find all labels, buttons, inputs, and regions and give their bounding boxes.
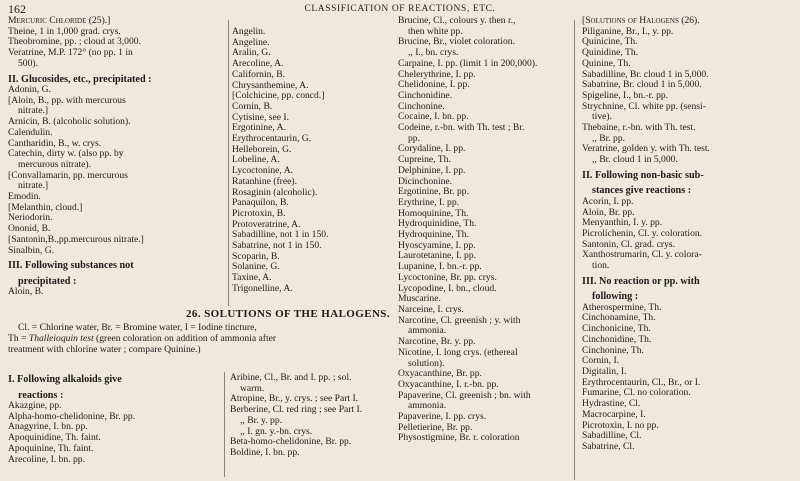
column-mercuric-chloride xyxy=(8,16,198,306)
entry-line: Neriodorin. xyxy=(8,212,53,224)
entry-line: Cinchonicine, Th. xyxy=(582,323,651,335)
column-halogen-reactions xyxy=(398,16,578,481)
entry-line: Ratanhine (free). xyxy=(232,175,297,187)
entry-line: Macrocarpine, I. xyxy=(582,408,646,420)
section-heading: III. No reaction or pp. with xyxy=(582,275,700,287)
entry-line: Aribine, Cl., Br. and I. pp. ; sol. xyxy=(230,373,352,383)
entry-line: Codeine, r.-bn. with Th. test ; Br. xyxy=(398,122,525,134)
entry-line: Strychnine, Cl. white pp. (sensi- xyxy=(582,100,706,112)
entry-line: Ergotinine, Br. pp. xyxy=(398,186,469,198)
entry-line: Aloin, B. xyxy=(8,286,44,298)
entry-line: Papaverine, Cl. greenish ; bn. with xyxy=(398,389,531,401)
entry-line: then white pp. xyxy=(408,25,463,37)
entry-line: Cinchonine, Th. xyxy=(582,344,644,356)
entry-line: Picrolichenin, Cl. y. coloration. xyxy=(582,227,703,239)
entry-line: Narcotine, Cl. greenish ; y. with xyxy=(398,314,521,326)
running-title: CLASSIFICATION OF REACTIONS, ETC. xyxy=(304,4,496,14)
entry-line: Pelletierine, Br. pp. xyxy=(398,421,473,433)
column-halogen-reactions-continued xyxy=(582,16,794,481)
entry-line: Aloin, Br. pp. xyxy=(582,206,635,218)
entry-line: Oxyacanthine, I. r.-bn. pp. xyxy=(398,378,499,390)
entry-line: Narcotine, Br. y. pp. xyxy=(398,336,476,348)
entry-line: Erythrocentaurin, G. xyxy=(232,133,312,145)
section-heading: stances give reactions : xyxy=(592,185,692,197)
entry-line: ammonia. xyxy=(408,400,447,412)
section-heading: II. Glucosides, etc., precipitated : xyxy=(8,73,152,85)
section-intro-line-2: Th = Thalleioquin test (green coloration on addition of ammonia after xyxy=(8,332,277,344)
entry-line: Veratrine, M.P. 172° (no pp. 1 in xyxy=(8,47,133,59)
entry-line: Spigeline, I., bn.-r. pp. xyxy=(582,89,669,101)
entry-line: Boldine, I. bn. pp. xyxy=(230,446,300,458)
section-intro-line-1: Cl. = Chlorine water, Br. = Bromine water, I = Iodine tincture, xyxy=(18,321,257,333)
section-heading: reactions : xyxy=(18,389,64,401)
page-header xyxy=(8,2,792,16)
column-divider xyxy=(224,372,225,477)
entry-line: Apoquinidine, Th. faint. xyxy=(8,432,101,444)
entry-line: Cinchonidine, Th. xyxy=(582,333,652,345)
entry-line: Physostigmine, Br. r. coloration xyxy=(398,432,520,444)
entry-line: Arnicin, B. (alcoholic solution). xyxy=(8,116,131,128)
entry-line: ,, Br. pp. xyxy=(592,132,626,144)
entry-line: Fumarine, Cl. no coloration. xyxy=(582,387,691,399)
section-heading: II. Following non-basic sub- xyxy=(582,169,704,181)
section-heading: following : xyxy=(592,291,639,303)
section-heading: III. Following substances not xyxy=(8,260,134,272)
entry-line: Catechin, dirty w. (also pp. by xyxy=(8,148,124,160)
entry-line: Thebaine, r.-bn. with Th. test. xyxy=(582,122,696,134)
entry-line: Californin, B. xyxy=(232,68,286,80)
section-intro-line-3: treatment with chlorine water ; compare Quinine.) xyxy=(8,343,201,355)
entry-line: Lycopodine, I. bn., cloud. xyxy=(398,282,497,294)
entry-line: Carpaine, I. pp. (limit 1 in 200,000). xyxy=(398,57,538,69)
entry-line: Dicinchonine. xyxy=(398,175,453,187)
entry-line: Laurotetanine, I. pp. xyxy=(398,250,477,262)
entry-line: Digitalin, I. xyxy=(582,365,627,377)
entry-line: Sabatrine, not 1 in 150. xyxy=(232,240,322,252)
entry-line: Papaverine, I. pp. crys. xyxy=(398,411,487,423)
entry-line: tive). xyxy=(592,111,612,123)
entry-line: Picrotoxin, I. no pp. xyxy=(582,419,659,431)
entry-line: Cornin, B. xyxy=(232,100,273,112)
entry-line: Theobromine, pp. ; cloud at 3,000. xyxy=(8,36,141,48)
entry-line: Sabadilline, Br. cloud 1 in 5,000. xyxy=(582,68,709,80)
entry-line: Chelidonine, I. pp. xyxy=(398,79,470,91)
entry-line: Xanthostrumarin, Cl. y. colora- xyxy=(582,249,702,261)
entry-line: tion. xyxy=(592,260,610,272)
section-title: 26. SOLUTIONS OF THE HALOGENS. xyxy=(186,308,390,320)
entry-line: Piliganine, Br., I., y. pp. xyxy=(582,25,674,37)
entry-line: [Santonin,B.,pp.mercurous nitrate.] xyxy=(8,233,144,245)
entry-line: Oxyacanthine, Br. pp. xyxy=(398,368,482,380)
entry-line: Cantharidin, B., w. crys. xyxy=(8,137,102,149)
entry-line: 500). xyxy=(18,57,38,69)
entry-line: Anagyrine, I. bn. pp. xyxy=(8,421,88,433)
entry-line: Calendulin. xyxy=(8,126,53,138)
section-heading: I. Following alkaloids give xyxy=(8,374,122,385)
entry-line: Lobeline, A. xyxy=(232,154,280,166)
entry-line: Taxine, A. xyxy=(232,272,272,284)
entry-line: Aralin, G. xyxy=(232,47,271,59)
entry-line: Muscarine. xyxy=(398,293,441,305)
entry-line: Hydrastine, Cl. xyxy=(582,398,641,410)
entry-line: Theine, 1 in 1,000 grad. crys. xyxy=(8,25,121,37)
entry-line: [Convallamarin, pp. mercurous xyxy=(8,169,128,181)
entry-line: warm. xyxy=(240,382,265,394)
entry-line: Chrysanthemine, A. xyxy=(232,79,309,91)
entry-line: Cytisine, see I. xyxy=(232,111,290,123)
entry-line: Lupanine, I. bn.-r. pp. xyxy=(398,261,482,273)
entry-line: Hydroquinine, Th. xyxy=(398,229,469,241)
entry-line: Brucine, Br., violet coloration. xyxy=(398,36,515,48)
entry-line: Cinchonidine. xyxy=(398,89,453,101)
entry-line: Sabadilline, not 1 in 150. xyxy=(232,229,329,241)
entry-line: Corydaline, I. pp. xyxy=(398,143,466,155)
entry-line: solution). xyxy=(408,357,445,369)
entry-line: Cocaine, I. bn. pp. xyxy=(398,111,469,123)
entry-line: Brucine, Cl., colours y. then r., xyxy=(398,16,516,26)
entry-line: [Colchicine, pp. concd.] xyxy=(232,90,325,102)
entry-line: Delphinine, I. pp. xyxy=(398,164,466,176)
entry-line: Panaquilon, B. xyxy=(232,197,289,209)
entry-line: Erythrine, I. pp. xyxy=(398,196,460,208)
entry-line: pp. xyxy=(408,132,420,144)
entry-line: Sabatrine, Br. cloud 1 in 5,000. xyxy=(582,79,702,91)
entry-line: ,, I., bn. crys. xyxy=(408,47,459,59)
entry-line: Angeline. xyxy=(232,36,270,48)
entry-line: Protoveratrine, A. xyxy=(232,218,301,230)
entry-line: Cinchonine. xyxy=(398,100,445,112)
entry-line: Chelerythrine, I. pp. xyxy=(398,68,476,80)
entry-line: Narceine, I. crys. xyxy=(398,303,464,315)
column-not-precipitated xyxy=(232,27,382,307)
entry-line: nitrate.] xyxy=(18,105,49,117)
entry-line: Rosaginin (alcoholic). xyxy=(232,186,318,198)
entry-line: Akazgine, pp. xyxy=(8,400,62,411)
entry-line: Mercuric Chloride (25).] xyxy=(8,16,111,26)
entry-line: Atherospermine, Th. xyxy=(582,301,662,313)
column-alkaloids-give-reactions xyxy=(8,370,218,481)
column-divider xyxy=(228,20,229,306)
entry-line: Ergotinine, A. xyxy=(232,122,286,134)
entry-line: Arecoline, I. bn. pp. xyxy=(8,453,85,465)
entry-line: Picrotoxin, B. xyxy=(232,207,286,219)
entry-line: Lycoctonine, A. xyxy=(232,165,294,177)
entry-line: Beta-homo-chelidonine, Br. pp. xyxy=(230,436,352,448)
entry-line: Hyoscyamine, I. pp. xyxy=(398,239,476,251)
entry-line: Berberine, Cl. red ring ; see Part I. xyxy=(230,404,363,416)
entry-line: Nicotine, I. long crys. (ethereal xyxy=(398,346,518,358)
entry-line: Cornin, I. xyxy=(582,355,620,367)
entry-line: Scoparin, B. xyxy=(232,250,280,262)
entry-line: Ononid, B. xyxy=(8,223,51,235)
entry-line: Apoquinine, Th. faint. xyxy=(8,442,94,454)
entry-line: Quinine, Th. xyxy=(582,57,631,69)
entry-line: Veratrine, golden y. with Th. test. xyxy=(582,143,710,155)
thalleioquin-test-term: Thalleioquin test xyxy=(28,332,94,344)
section-heading: precipitated : xyxy=(18,275,77,287)
entry-line: Arecoline, A. xyxy=(232,58,284,70)
entry-line: Helleborein, G. xyxy=(232,143,292,155)
entry-line: Quinidine, Th. xyxy=(582,47,639,59)
entry-line: mercurous nitrate). xyxy=(18,158,91,170)
entry-line: [Melanthin, cloud.] xyxy=(8,201,83,213)
entry-line: Homoquinine, Th. xyxy=(398,207,469,219)
entry-line: ,, Br. cloud 1 in 5,000. xyxy=(592,154,678,166)
entry-line: Cupreine, Th. xyxy=(398,154,451,166)
entry-line: ammonia. xyxy=(408,325,447,337)
entry-line: Erythrocentaurin, Cl., Br., or I. xyxy=(582,376,701,388)
entry-line: Emodin. xyxy=(8,191,41,203)
page-number: 162 xyxy=(8,2,26,16)
entry-line: Lycoctonine, Br. pp. crys. xyxy=(398,271,497,283)
entry-line: nitrate.] xyxy=(18,180,49,192)
entry-line: Alpha-homo-chelidonine, Br. pp. xyxy=(8,410,136,422)
entry-line: ,, Br. y. pp. xyxy=(240,414,283,426)
entry-line: Atropine, Br., y. crys. ; see Part I. xyxy=(230,393,359,405)
entry-line: Acorin, I. pp. xyxy=(582,195,634,207)
entry-line: Trigonelline, A. xyxy=(232,282,293,294)
entry-line: Sabadilline, Cl. xyxy=(582,430,642,442)
entry-line: Quinicine, Th. xyxy=(582,36,638,48)
entry-line: Sinalbin, G. xyxy=(8,244,55,256)
entry-line: Sabatrine, Cl. xyxy=(582,440,635,452)
entry-line: Angelin. xyxy=(232,27,266,37)
entry-line: [Solutions of Halogens (26). xyxy=(582,16,700,26)
entry-line: [Aloin, B., pp. with mercurous xyxy=(8,94,126,106)
entry-line: Cinchonamine, Th. xyxy=(582,312,656,324)
entry-line: Menyanthin, I. y. pp. xyxy=(582,217,663,229)
entry-line: Hydroquinidine, Th. xyxy=(398,218,477,230)
entry-line: Santonin, Cl. grad. crys. xyxy=(582,238,675,250)
entry-line: Adonin, G. xyxy=(8,84,51,96)
entry-line: Solanine, G. xyxy=(232,261,280,273)
entry-line: ,, I. gn. y.-bn. crys. xyxy=(240,425,313,437)
